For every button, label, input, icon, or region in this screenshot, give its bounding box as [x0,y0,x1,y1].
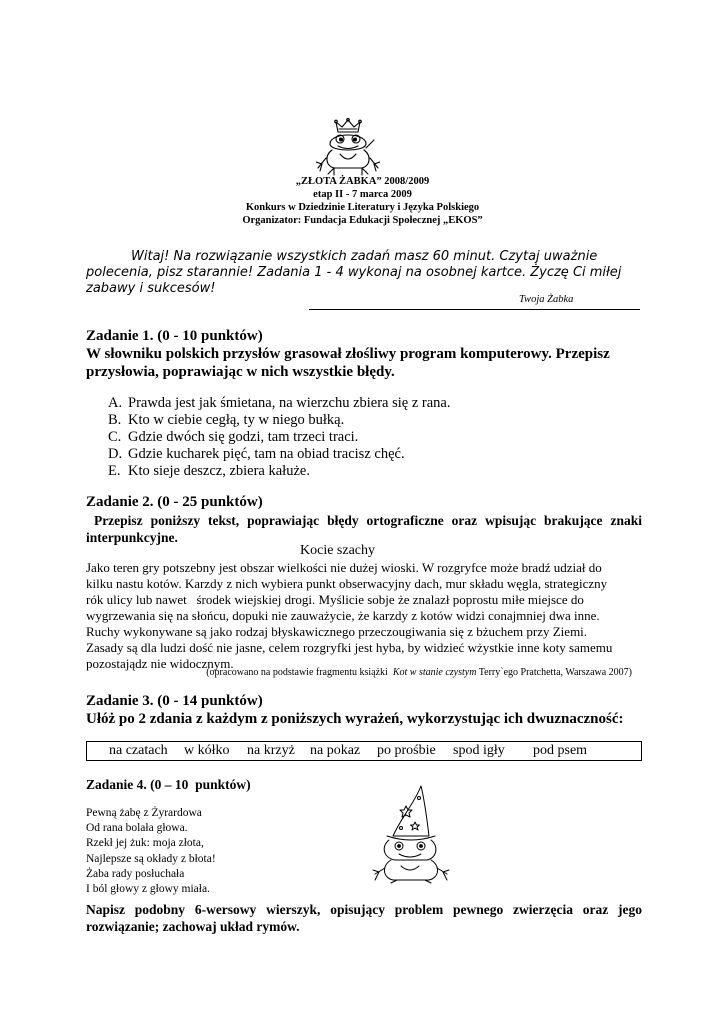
task2-instruction-line-2: interpunkcyjne. [86,530,178,545]
text-line: kilku nastu kotów. Karzdy z nich wybiera punkt obserwacyjny dach, mur składu węgla, strategiczny [86,576,608,591]
task2-source: (opracowano na podstawie fragmentu książki Kot w stanie czystym Terry`ego Pratchetta, Warszawa 2007) [206,667,632,678]
task3-instruction: Ułóż po 2 zdania z każdym z poniższych wyrażeń, wykorzystując ich dwuznaczność: [86,711,624,727]
expression: w kółko [184,743,230,758]
task3-title: Zadanie 3. (0 - 14 punktów) [86,693,263,709]
poem-line: Pewną żabę z Żyrardowa [86,807,202,819]
task1-instruction-line-1: W słowniku polskich przysłów grasował złośliwy program komputerowy. Przepisz [86,346,610,362]
poem [86,806,216,897]
expression: na pokaz [310,743,361,758]
expression: po prośbie [377,743,436,758]
poem-line: Najlepsze są okłady z błota! [86,852,216,865]
expression: spod igły [453,743,505,758]
signature: Twoja Żabka [519,294,574,305]
poem-line: Żaba rady posłuchała [86,867,185,880]
list-item: D. Gdzie kucharek pięć, tam na obiad tracisz chęć. [108,446,405,462]
header-line-4: Organizator: Fundacja Edukacji Społecznej „EKOS” [242,215,483,226]
expression: pod psem [533,743,588,758]
text-line: wygrzewania się na słońcu, dopuki nie zauważycie, że karzdy z kotów widzi conajmniej dwa inne. [86,608,600,623]
task2-instruction-line-1: Przepisz poniższy tekst, poprawiając błędy ortograficzne oraz wpisując brakujące znaki [86,513,642,528]
header-line-2: etap II - 7 marca 2009 [313,189,412,200]
text-line: pozostajądz nie widocznym. [86,656,234,671]
list-item: C. Gdzie dwóch się godzi, tam trzeci traci. [108,429,359,445]
text-line: rók ulicy lub nawet środek wiejskiej drogi. Myślicie sobje że znalazł poprostu miłe miejsce do [86,592,584,607]
text-line: Zasady są dla ludzi dość nie jasne, celem rozgryfki jest hyba, by widzieć wżystkie inne koty samemu [86,640,613,655]
list-item: E. Kto sieje deszcz, zbiera kałuże. [108,463,310,479]
task1-list [108,395,450,480]
expression: na krzyż [247,743,295,758]
task4-instruction-line-1: Napisz podobny 6-wersowy wierszyk, opisujący problem pewnego zwierzęcia oraz jego [86,902,642,917]
task4-title: Zadanie 4. (0 – 10 punktów) [86,777,251,792]
task2-text-title: Kocie szachy [300,543,376,558]
expression: na czatach [109,743,168,758]
text-line: Jako teren gry potszebny jest obszar wielkości nie dużej wioski. W rozgryfce może bradź udział do [86,560,602,575]
text-line: Ruchy wykonywane są jako rodzaj błyskawicznego przeczougiwania się z bżuchem przy Ziemi. [86,624,588,639]
header-line-3: Konkurs w Dziedzinie Literatury i Języka Polskiego [245,202,480,213]
task1-instruction-line-2: przysłowia, poprawiając w nich wszystkie błędy. [86,364,395,380]
greeting-line-2: polecenia, pisz starannie! Zadania 1 - 4 wykonaj na osobnej kartce. Życzę Ci miłej [86,265,622,280]
crowned-frog-icon [316,118,380,176]
greeting [86,249,642,297]
expressions-box [86,741,642,761]
list-item: B. Kto w ciebie cegłą, ty w niego bułką. [108,412,345,428]
greeting-line-1: Witaj! Na rozwiązanie wszystkich zadań masz 60 minut. Czytaj uważnie [131,249,598,264]
poem-line: Od rana bolała głowa. [86,822,188,835]
poem-line: Rzekł jej żuk: moja złota, [86,837,204,850]
task2-text [86,560,642,672]
greeting-line-3: zabawy i sukcesów! [86,281,216,296]
task4-instruction-line-2: rozwiązanie; zachowaj układ rymów. [86,919,300,934]
task1-title: Zadanie 1. (0 - 10 punktów) [86,328,263,344]
signature-rule [309,309,640,310]
task2-title: Zadanie 2. (0 - 25 punktów) [86,494,263,510]
frog-with-wizard-hat-icon [371,784,451,884]
poem-line: I ból głowy z głowy miała. [86,883,210,896]
list-item: A. Prawda jest jak śmietana, na wierzchu zbiera się z rana. [108,395,451,411]
header-line-1: „ZŁOTA ŻABKA” 2008/2009 [295,176,430,187]
